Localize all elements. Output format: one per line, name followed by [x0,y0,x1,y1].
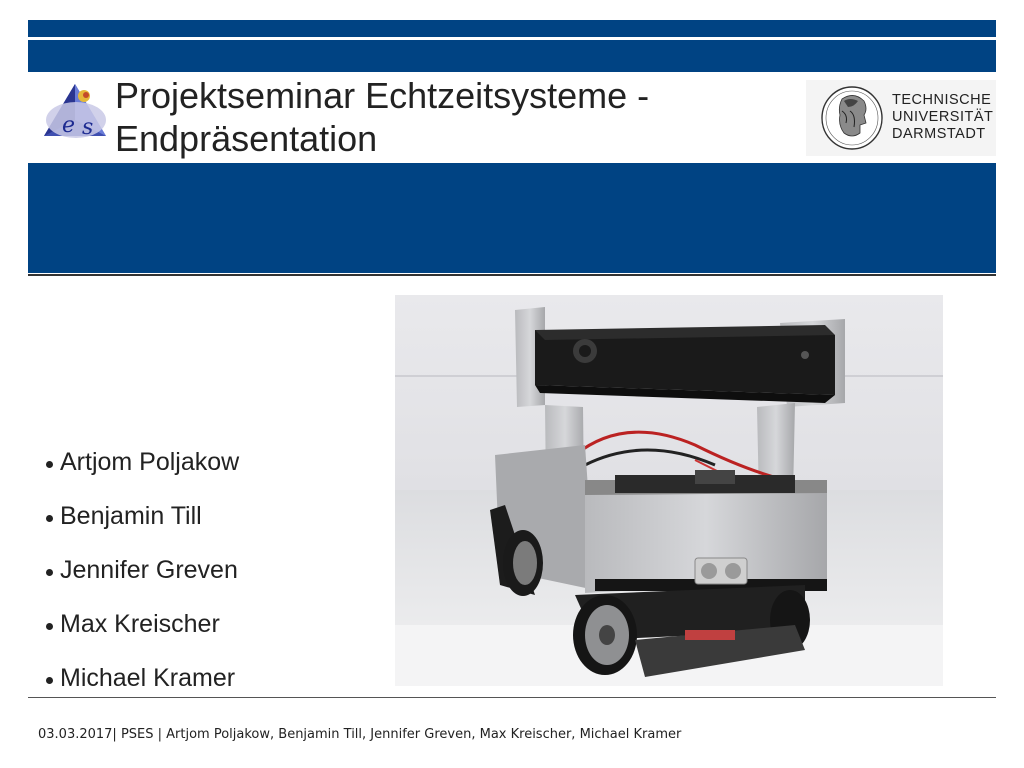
header-blue-band [28,163,996,273]
header-stripe [28,40,996,72]
list-item [40,440,239,494]
robot-car-photo [395,295,943,686]
bullet-icon [46,677,53,684]
author-name: Max Kreischer [60,610,220,638]
title-line-2: Endpräsentation [115,118,378,159]
bullet-icon [46,461,53,468]
bullet-icon [46,569,53,576]
title-line-1: Projektseminar Echtzeitsysteme - [115,75,650,116]
tu-line-1: TECHNISCHE [892,92,992,108]
slide-title [115,74,765,160]
es-logo-icon [38,80,112,152]
footer-divider [28,697,996,698]
svg-text:s: s [82,115,94,140]
author-name: Jennifer Greven [60,556,238,584]
athena-seal-icon [820,85,884,151]
bullet-icon [46,623,53,630]
tu-line-3: DARMSTADT [892,126,986,142]
footer-text: 03.03.2017| PSES | Artjom Poljakow, Benjamin Till, Jennifer Greven, Max Kreischer, Michael Kramer [38,727,682,742]
list-item [40,656,239,710]
author-name: Benjamin Till [60,502,202,530]
list-item [40,494,239,548]
svg-text:e: e [62,113,76,138]
author-name: Michael Kramer [60,664,236,692]
list-item [40,548,239,602]
tu-wordmark [892,92,993,143]
author-list [40,440,239,710]
tu-line-2: UNIVERSITÄT [892,109,994,125]
header-top-stripe [28,20,996,37]
bullet-icon [46,515,53,522]
list-item [40,602,239,656]
author-name: Artjom Poljakow [60,448,240,476]
header-divider [28,274,996,276]
tu-darmstadt-logo [806,80,996,156]
